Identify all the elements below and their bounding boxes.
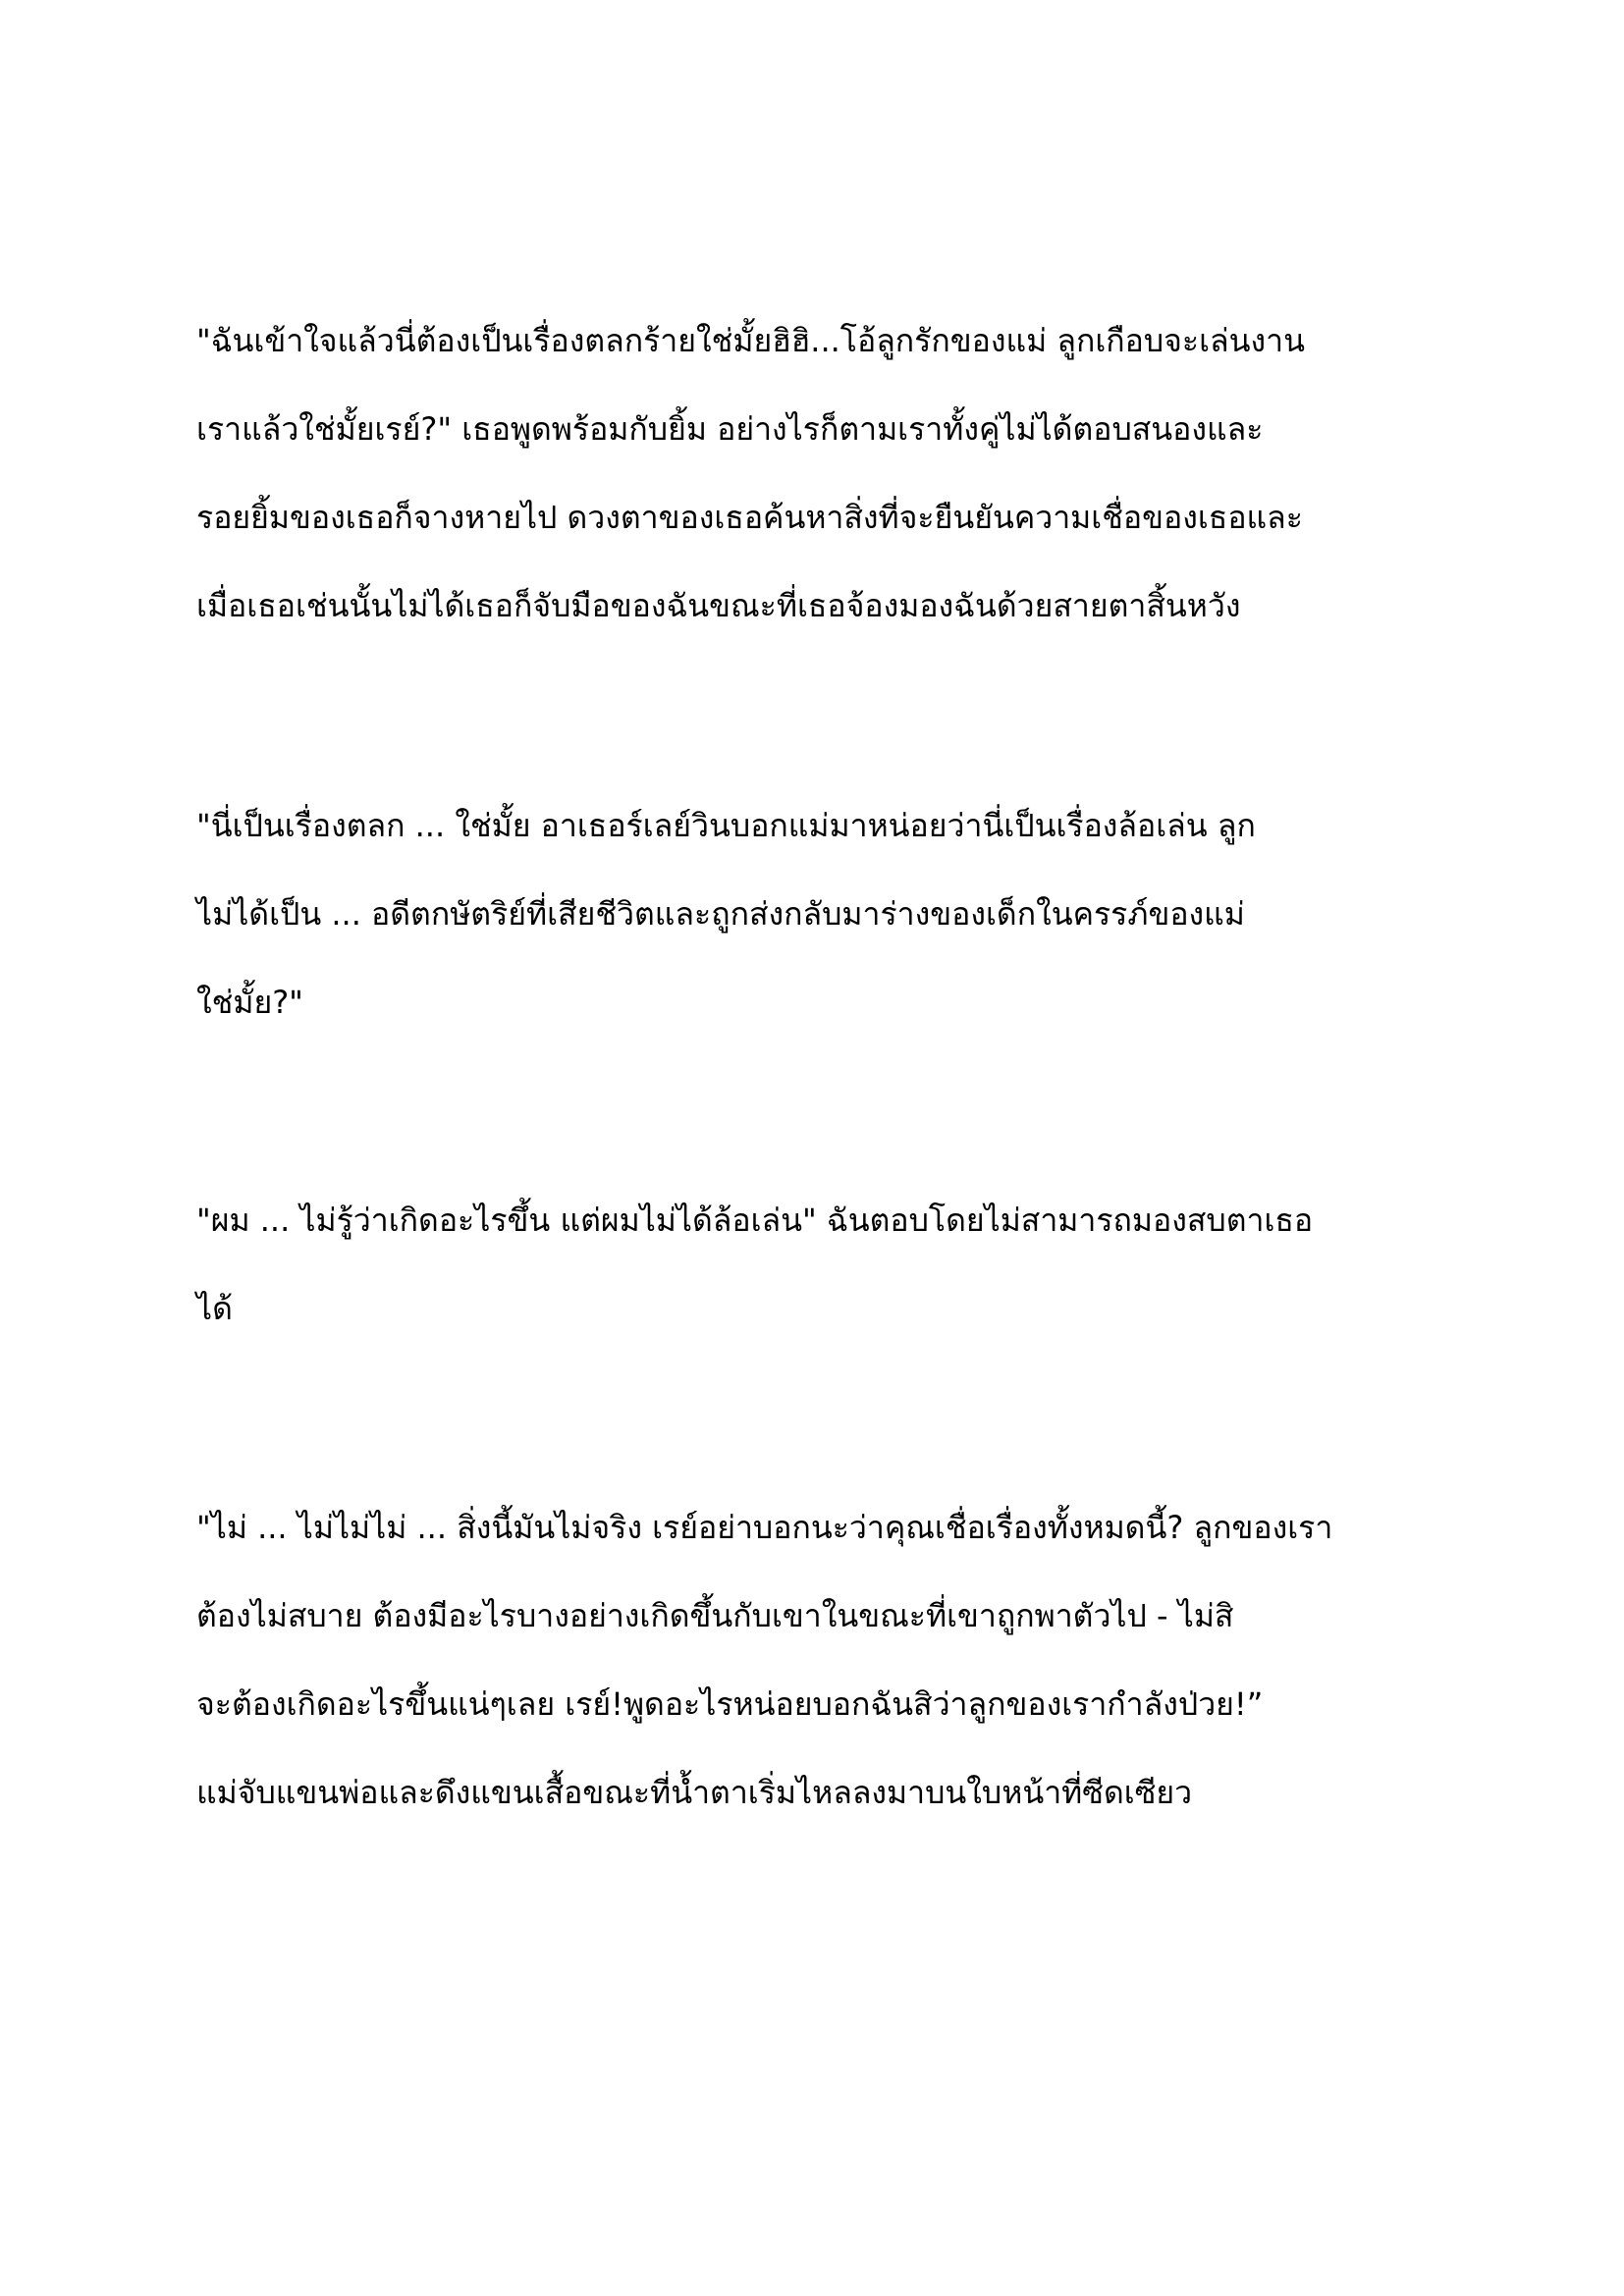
paragraph-1 [196,296,1463,650]
paragraph-line: ต้องไม่สบาย ต้องมีอะไรบางอย่างเกิดขึ้นกับเขาในขณะที่เขาถูกพาตัวไป - ไม่สิ [196,1597,1234,1634]
paragraph-line: จะต้องเกิดอะไรขึ้นแน่ๆเลย เรย์!พูดอะไรหน่อยบอกฉันสิว่าลูกของเรากำลังป่วย!” [196,1685,1264,1723]
paragraph-line: เมื่อเธอเช่นนั้นไม่ได้เธอก็จับมือของฉันขณะที่เธอจ้องมองฉันด้วยสายตาสิ้นหวัง [196,587,1241,624]
paragraph-line: ใช่มั้ย?" [196,984,303,1021]
paragraph-line: ได้ [196,1290,233,1327]
paragraph-line: รอยยิ้มของเธอก็จางหายไป ดวงตาของเธอค้นหาสิ่งที่จะยืนยันความเชื่อของเธอและ [196,499,1303,536]
paragraph-2 [196,781,1463,1046]
paragraph-line: "ฉันเข้าใจแล้วนี่ต้องเป็นเรื่องตลกร้ายใช่มั้ยฮิฮิ...โอ้ลูกรักของแม่ ลูกเกือบจะเล่นงาน [196,322,1305,359]
paragraph-3 [196,1176,1463,1353]
paragraph-line: "ไม่ ... ไม่ไม่ไม่ ... สิ่งนี้มันไม่จริง เรย์อย่าบอกนะว่าคุณเชื่อเรื่องทั้งหมดนี้? ลูกของเรา [196,1509,1333,1546]
paragraph-4 [196,1483,1463,1837]
paragraph-line: "นี่เป็นเรื่องตลก ... ใช่มั้ย อาเธอร์เลย์วินบอกแม่มาหน่อยว่านี่เป็นเรื่องล้อเล่น ลูก [196,807,1256,844]
paragraph-line: แม่จับแขนพ่อและดึงแขนเสื้อขณะที่น้ำตาเริ่มไหลลงมาบนใบหน้าที่ซีดเซียว [196,1774,1193,1811]
paragraph-line: เราแล้วใช่มั้ยเรย์?" เธอพูดพร้อมกับยิ้ม อย่างไรก็ตามเราทั้งคู่ไม่ได้ตอบสนองและ [196,410,1264,448]
paragraph-line: ไม่ได้เป็น ... อดีตกษัตริย์ที่เสียชีวิตและถูกส่งกลับมาร่างของเด็กในครรภ์ของแม่ [196,895,1245,933]
paragraph-line: "ผม ... ไม่รู้ว่าเกิดอะไรขึ้น แต่ผมไม่ได้ล้อเล่น" ฉันตอบโดยไม่สามารถมองสบตาเธอ [196,1201,1314,1239]
